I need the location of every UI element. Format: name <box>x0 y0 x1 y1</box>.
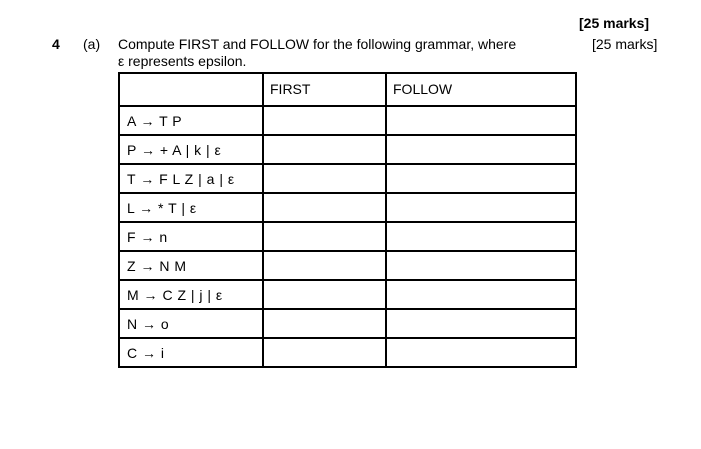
grammar-table <box>118 72 577 368</box>
first-cell[interactable] <box>263 251 386 280</box>
question-part: (a) <box>83 36 101 52</box>
question-text-line1: Compute FIRST and FOLLOW for the following grammar, where <box>118 36 517 52</box>
table-row <box>119 338 576 367</box>
table-row <box>119 164 576 193</box>
first-cell[interactable] <box>263 280 386 309</box>
first-cell[interactable] <box>263 193 386 222</box>
table-row <box>119 251 576 280</box>
table-row <box>119 309 576 338</box>
follow-cell[interactable] <box>386 280 576 309</box>
table-row <box>119 135 576 164</box>
production-rule: A → T P <box>119 106 263 135</box>
first-cell[interactable] <box>263 106 386 135</box>
header-first: FIRST <box>263 73 386 106</box>
production-rule: C → i <box>119 338 263 367</box>
header-follow: FOLLOW <box>386 73 576 106</box>
follow-cell[interactable] <box>386 164 576 193</box>
follow-cell[interactable] <box>386 251 576 280</box>
follow-cell[interactable] <box>386 338 576 367</box>
follow-cell[interactable] <box>386 135 576 164</box>
production-rule: F → n <box>119 222 263 251</box>
follow-cell[interactable] <box>386 106 576 135</box>
table-row <box>119 193 576 222</box>
follow-cell[interactable] <box>386 222 576 251</box>
production-rule: M → C Z | j | ε <box>119 280 263 309</box>
marks-inline-label: [25 marks] <box>592 36 658 52</box>
production-rule: P → + A | k | ε <box>119 135 263 164</box>
first-cell[interactable] <box>263 135 386 164</box>
marks-total-label: [25 marks] <box>579 15 650 31</box>
production-rule: N → o <box>119 309 263 338</box>
question-text-line2: ε represents epsilon. <box>118 53 247 69</box>
table-header-row <box>119 73 576 106</box>
question-number: 4 <box>52 36 60 52</box>
table-row <box>119 280 576 309</box>
table-row <box>119 106 576 135</box>
production-rule: T → F L Z | a | ε <box>119 164 263 193</box>
follow-cell[interactable] <box>386 309 576 338</box>
follow-cell[interactable] <box>386 193 576 222</box>
production-rule: L → * T | ε <box>119 193 263 222</box>
first-cell[interactable] <box>263 164 386 193</box>
header-rule <box>119 73 263 106</box>
first-cell[interactable] <box>263 222 386 251</box>
first-cell[interactable] <box>263 338 386 367</box>
table-row <box>119 222 576 251</box>
first-cell[interactable] <box>263 309 386 338</box>
production-rule: Z → N M <box>119 251 263 280</box>
